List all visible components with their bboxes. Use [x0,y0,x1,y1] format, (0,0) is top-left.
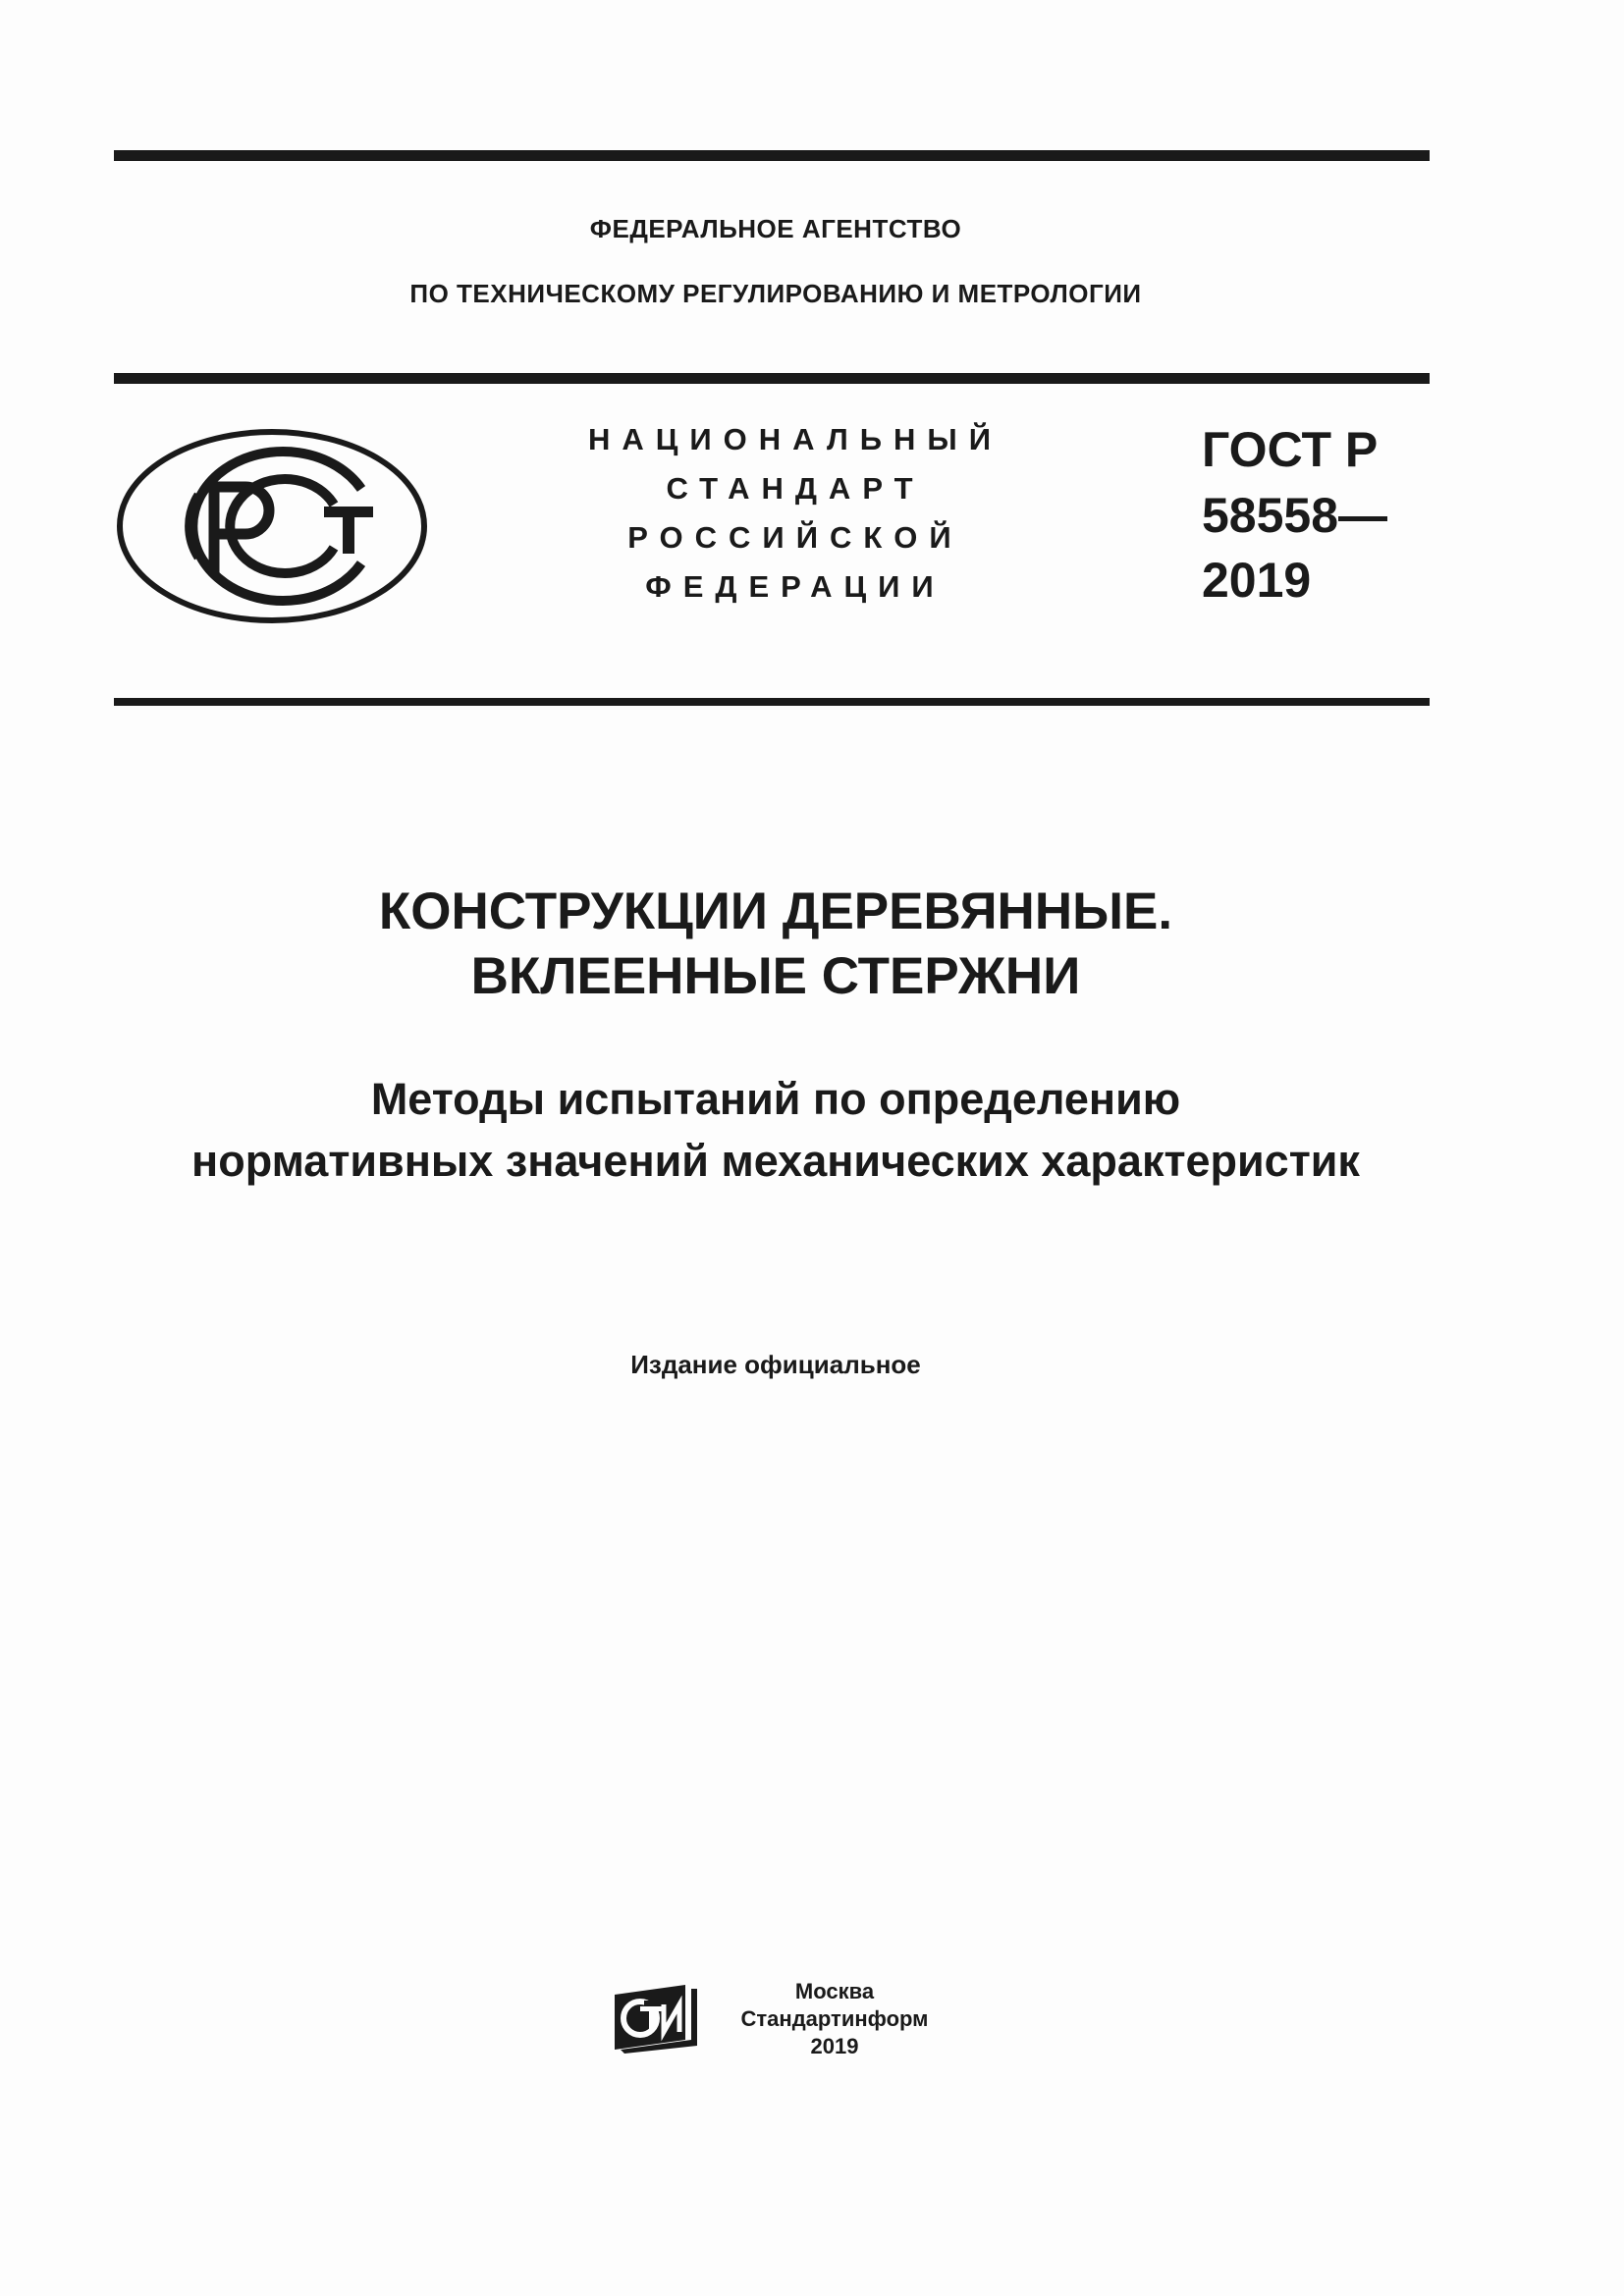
top-rule [114,150,1430,161]
standard-label-line-4: ФЕДЕРАЦИИ [645,569,946,604]
edition-note: Издание официальное [630,1350,921,1379]
designation-line-2: 58558— [1202,488,1388,543]
publisher-name: Стандартинформ [740,2006,929,2031]
standard-label-line-3: РОССИЙСКОЙ [627,520,963,555]
bottom-rule [114,698,1430,706]
standard-label-line-2: СТАНДАРТ [666,471,925,506]
rst-certification-logo-icon [116,428,428,624]
document-subtitle-line-1: Методы испытаний по определению [370,1074,1181,1124]
document-title-line-2: ВКЛЕЕННЫЕ СТЕРЖНИ [470,947,1081,1005]
publisher-year: 2019 [810,2034,859,2058]
standartinform-logo-icon [611,1981,705,2054]
middle-rule [114,373,1430,384]
document-subtitle-line-2: нормативных значений механических характеристик [191,1136,1360,1186]
designation-line-1: ГОСТ Р [1202,422,1379,477]
document-title-line-1: КОНСТРУКЦИИ ДЕРЕВЯННЫЕ. [378,882,1173,940]
standard-label-line-1: НАЦИОНАЛЬНЫЙ [587,422,1003,456]
agency-line-2: ПО ТЕХНИЧЕСКОМУ РЕГУЛИРОВАНИЮ И МЕТРОЛОГИИ [409,279,1142,308]
designation-line-3: 2019 [1202,553,1312,608]
agency-line-1: ФЕДЕРАЛЬНОЕ АГЕНТСТВО [589,214,962,243]
publisher-city: Москва [794,1979,875,2003]
